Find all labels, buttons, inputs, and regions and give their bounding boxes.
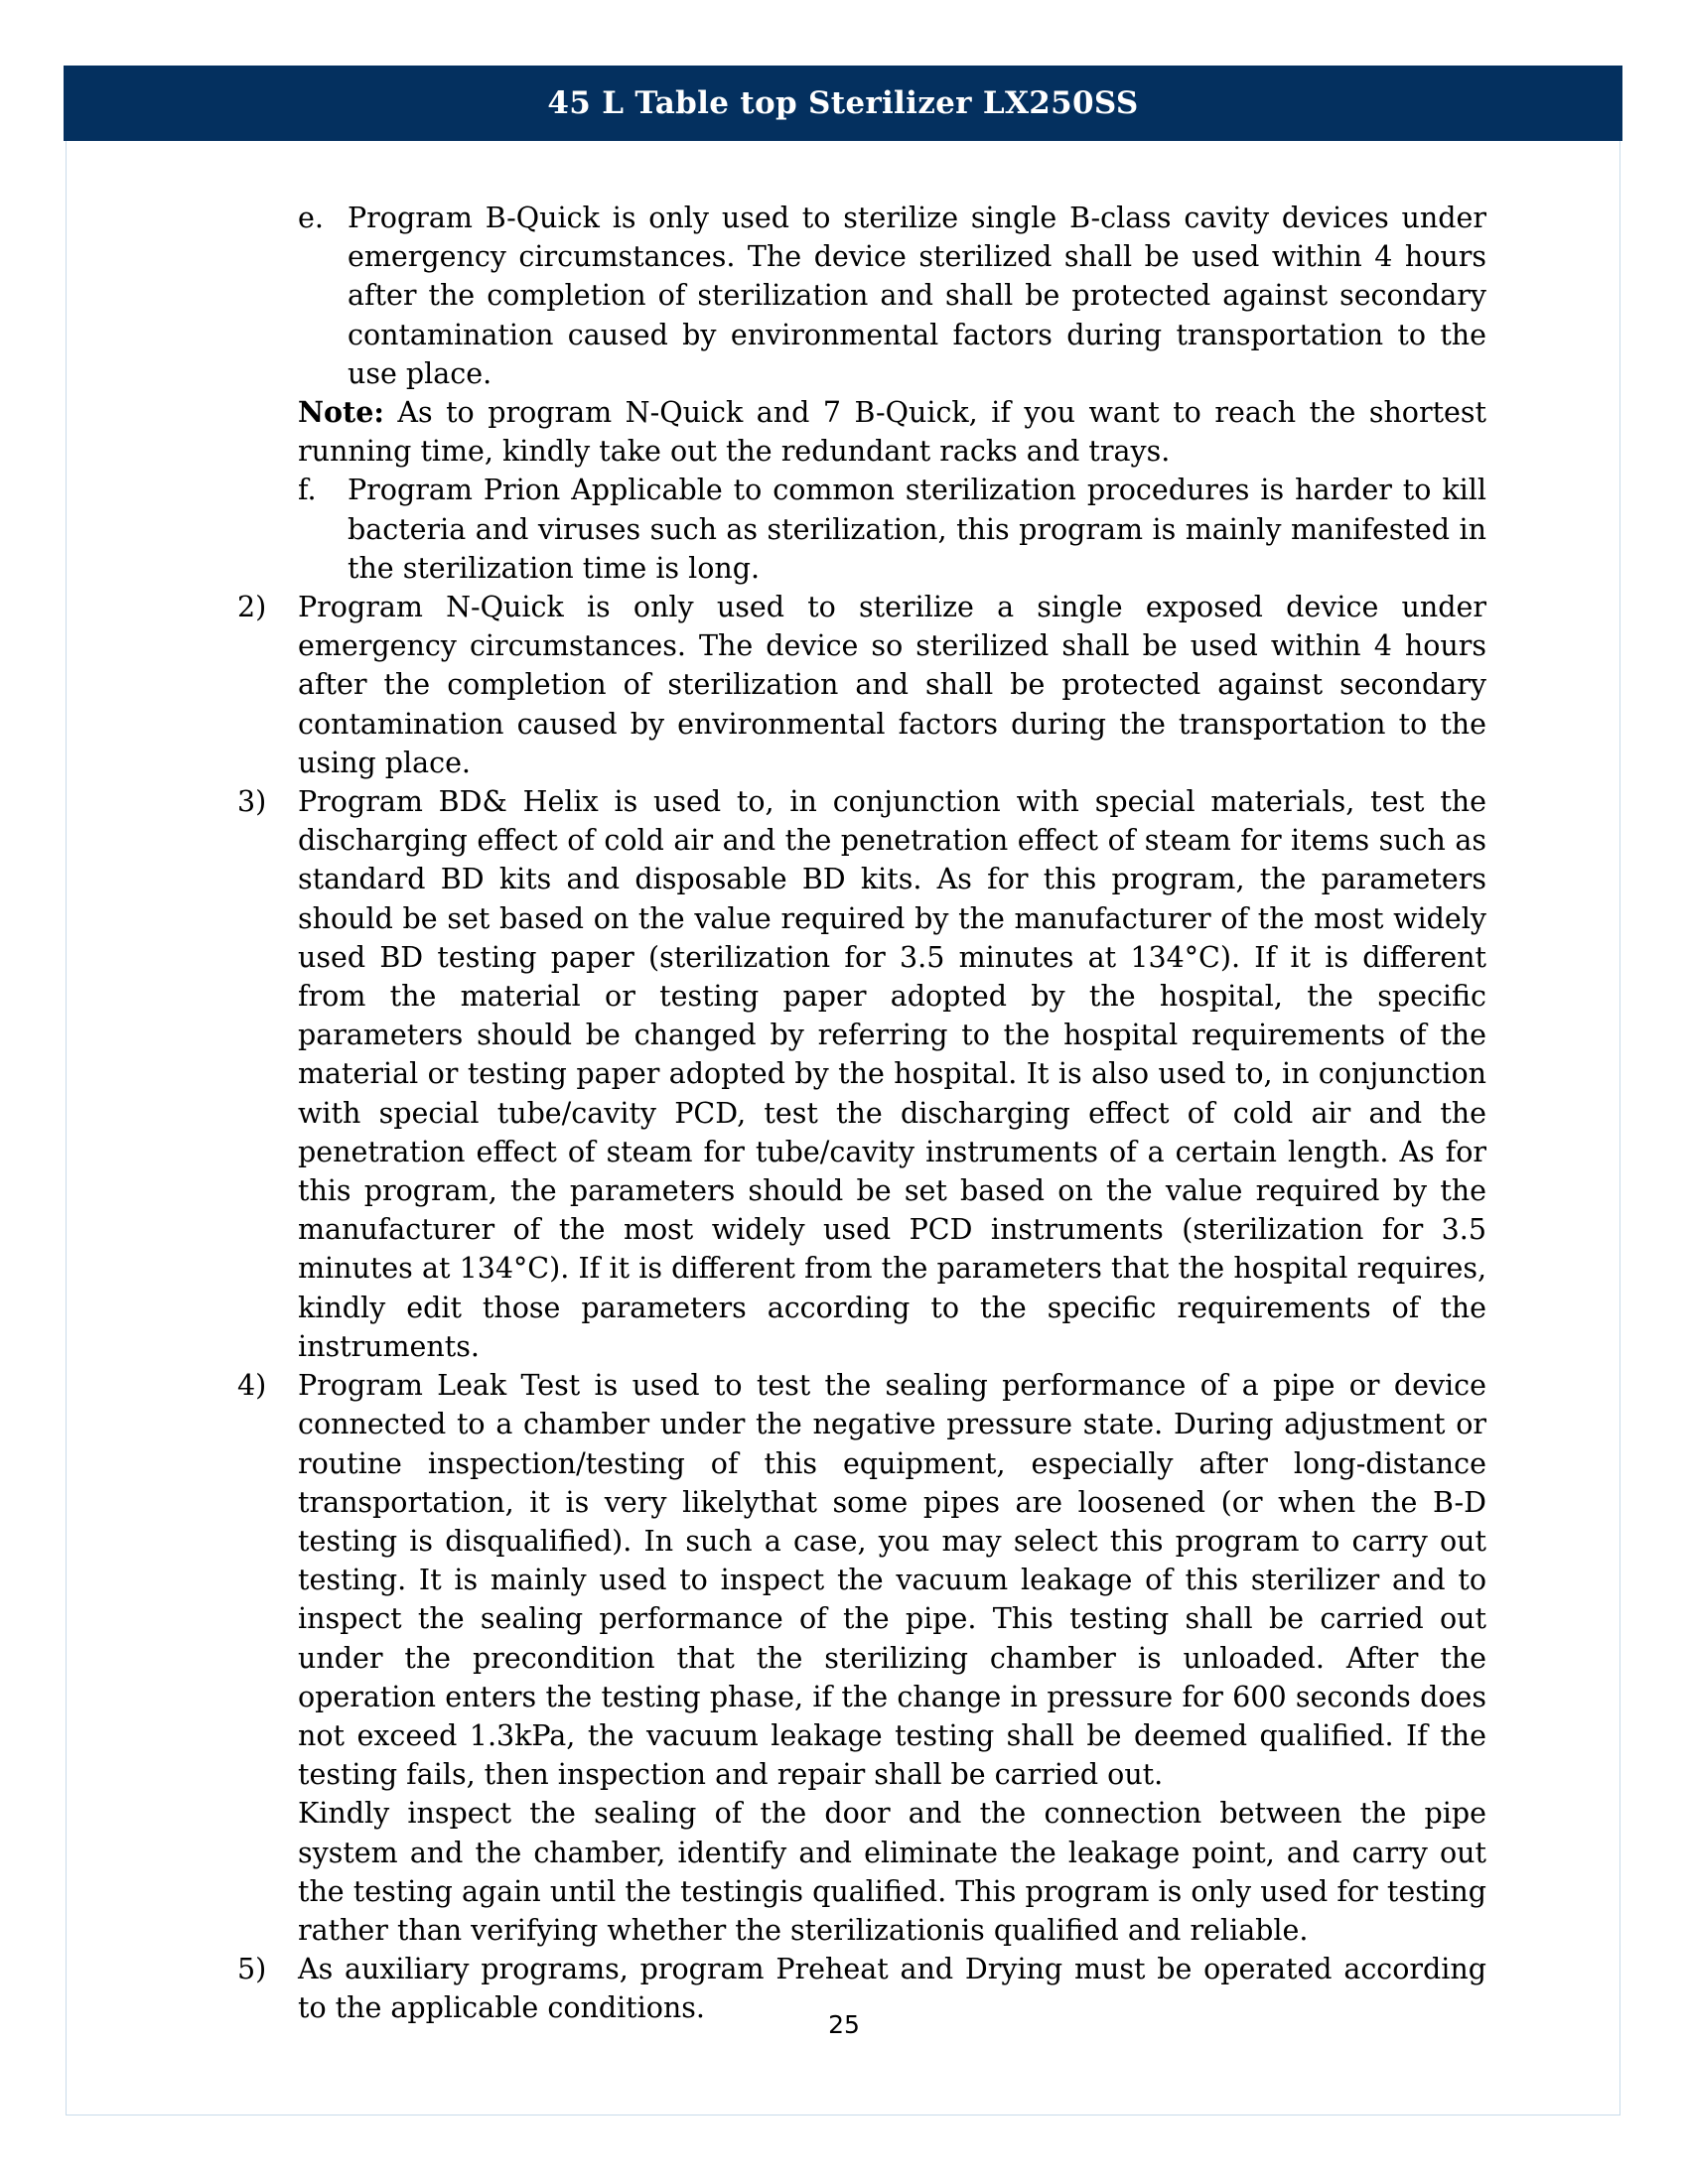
list-item-continuation: Kindly inspect the sealing of the door and the connection between the pipe system and the chamber, identify and eliminate the leakage point, and carry out the testing again until the testingis qualified. This program is only used for testing rather than verifying whether the sterilizationis qualified and reliable.	[298, 1797, 1486, 1947]
list-marker: f.	[298, 474, 317, 507]
list-item-text: Program N-Quick is only used to sterilize a single exposed device under emergency circumstances. The device so sterilized shall be used within 4 hours after the completion of sterilization and shall be protected against secondary contamination caused by environmental factors during the transportation to the using place.	[298, 591, 1486, 779]
list-marker: 4)	[237, 1369, 267, 1403]
list-marker: 3)	[237, 785, 267, 819]
list-item-text: As auxiliary programs, program Preheat and Drying must be operated according to the applicable conditions.	[298, 1953, 1486, 2025]
list-item-2	[237, 588, 1486, 782]
header-bar	[64, 66, 1622, 141]
note-label: Note:	[298, 395, 384, 430]
page-title: 45 L Table top Sterilizer LX250SS	[547, 85, 1139, 121]
document-body	[0, 199, 1688, 2028]
list-item-text: Program BD& Helix is used to, in conjunction with special materials, test the discharging effect of cold air and the penetration effect of steam for items such as standard BD kits and disposable BD kits. As for this program, the parameters should be set based on the value required by the manufacturer of the most widely used BD testing paper (sterilization for 3.5 minutes at 134°C). If it is different from the material or testing paper adopted by the hospital, the specific parameters should be changed by referring to the hospital requirements of the material or testing paper adopted by the hospital. It is also used to, in conjunction with special tube/cavity PCD, test the discharging effect of cold air and the penetration effect of steam for tube/cavity instruments of a certain length. As for this program, the parameters should be set based on the value required by the manufacturer of the most widely used PCD instruments (sterilization for 3.5 minutes at 134°C). If it is different from the parameters that the hospital requires, kindly edit those parameters according to the specific requirements of the instruments.	[298, 785, 1486, 1363]
note-paragraph	[298, 393, 1486, 471]
list-marker: e.	[298, 202, 324, 234]
list-item-f	[298, 471, 1486, 588]
list-marker: 5)	[237, 1953, 267, 1986]
list-item-text: Program B-Quick is only used to sterilize single B-class cavity devices under emergency circumstances. The device sterilized shall be used within 4 hours after the completion of sterilization and shall be protected against secondary contamination caused by environmental factors during transportation to the use place.	[348, 202, 1486, 390]
list-item-4	[237, 1366, 1486, 1950]
list-item-text: Program Leak Test is used to test the sealing performance of a pipe or device connected to a chamber under the negative pressure state. During adjustment or routine inspection/testing of this equipment, especially after long-distance transportation, it is very likelythat some pipes are loosened (or when the B-D testing is disqualified). In such a case, you may select this program to carry out testing. It is mainly used to inspect the vacuum leakage of this sterilizer and to inspect the sealing performance of the pipe. This testing shall be carried out under the precondition that the sterilizing chamber is unloaded. After the operation enters the testing phase, if the change in pressure for 600 seconds does not exceed 1.3kPa, the vacuum leakage testing shall be deemed qualified. If the testing fails, then inspection and repair shall be carried out.	[298, 1369, 1486, 1792]
page-number: 25	[828, 2010, 860, 2039]
list-item-text: Program Prion Applicable to common sterilization procedures is harder to kill bacteria and viruses such as sterilization, this program is mainly manifested in the sterilization time is long.	[348, 474, 1486, 585]
note-text: As to program N-Quick and 7 B-Quick, if you want to reach the shortest running time, kindly take out the redundant racks and trays.	[298, 396, 1486, 469]
list-item-e	[298, 199, 1486, 393]
list-marker: 2)	[237, 591, 267, 624]
list-item-3	[237, 782, 1486, 1366]
